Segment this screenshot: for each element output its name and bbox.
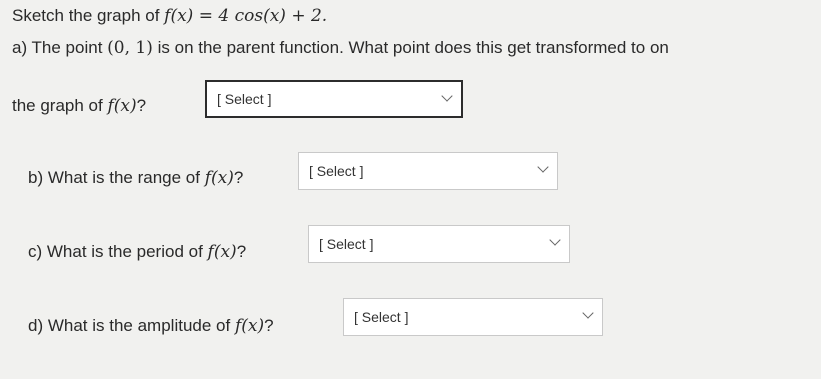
question-c-select[interactable]: [308, 225, 570, 263]
question-d-line: [28, 316, 274, 336]
question-c-qmark: ?: [236, 242, 247, 261]
chevron-down-icon: [549, 234, 560, 245]
function-expression: f(x) = 4 cos(x) + 2.: [164, 6, 328, 26]
question-b-select-label: [ Select ]: [309, 163, 364, 179]
question-d-fx: f(x): [234, 316, 265, 336]
question-c-select-label: [ Select ]: [319, 236, 374, 252]
question-c-fx: f(x): [207, 242, 237, 262]
question-d-select-label: [ Select ]: [354, 309, 409, 325]
question-a-line1: [12, 38, 669, 58]
question-b-qmark: ?: [233, 168, 244, 187]
question-a-point: (0, 1): [107, 38, 153, 58]
question-a-suffix: is on the parent function. What point does this get transformed to on: [157, 38, 669, 57]
chevron-down-icon: [582, 307, 593, 318]
question-b-fx: f(x): [204, 168, 234, 188]
chevron-down-icon: [537, 161, 548, 172]
question-a-line2: [12, 96, 146, 116]
question-d-qmark: ?: [264, 316, 274, 335]
chevron-down-icon: [441, 90, 452, 101]
question-b-line: [28, 168, 243, 188]
question-b-prefix: b) What is the range of: [28, 168, 200, 187]
title-prefix: Sketch the graph of: [12, 6, 160, 25]
question-a-select-label: [ Select ]: [217, 91, 272, 107]
question-c-line: [28, 242, 246, 262]
question-a-qmark: ?: [136, 96, 147, 115]
title-line: [12, 6, 327, 26]
question-a-prefix: a) The point: [12, 38, 103, 57]
question-d-prefix: d) What is the amplitude of: [28, 316, 231, 335]
question-b-select[interactable]: [298, 152, 558, 190]
question-c-prefix: c) What is the period of: [28, 242, 203, 261]
question-a-prefix2: the graph of: [12, 96, 103, 115]
question-a-fx: f(x): [107, 96, 137, 116]
question-a-select[interactable]: [205, 80, 463, 118]
question-d-select[interactable]: [343, 298, 603, 336]
